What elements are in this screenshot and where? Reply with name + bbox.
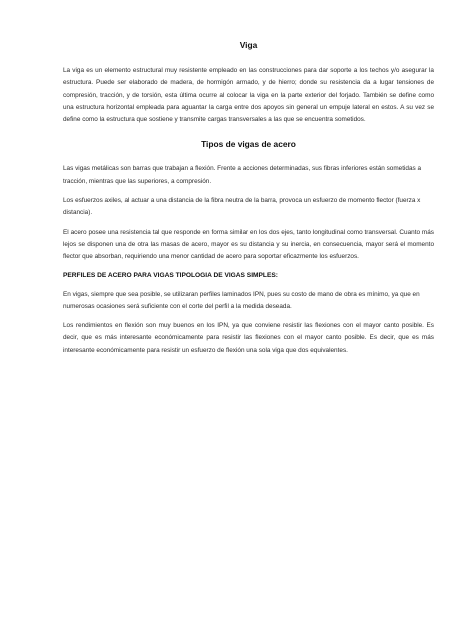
steel-paragraph-1: Las vigas metálicas son barras que trabajan a flexión. Frente a acciones determinadas, sus fibras inferiores están sometidas a tracción, mientras que las superiores, a compresión. — [63, 165, 422, 185]
profile-paragraph-1: En vigas, siempre que sea posible, se utilizaran perfiles laminados IPN, pues su costo de mano de obra es mínimo, ya que en numerosas ocasiones será suficiente con el corte del perfil a la medida deseada. — [63, 290, 420, 310]
section-title-steel-beams: Tipos de vigas de acero — [201, 139, 296, 150]
document-title: Viga — [239, 40, 258, 50]
profile-paragraph-2: Los rendimientos en flexión son muy buenos en los IPN, ya que conviene resistir las flexiones con el mayor canto posible. Es decir, que es más interesante económicamente para resistir las flexiones con el mayor canto posible. Es decir, que es más interesante económicamente para resistir un esfuerzo de flexión una sola viga que dos equivalentes. — [63, 322, 434, 354]
steel-paragraph-2: Los esfuerzos axiles, al actuar a una distancia de la fibra neutra de la barra, provoca un esfuerzo de momento flector (fuerza x distancia). — [63, 197, 421, 217]
intro-paragraph: La viga es un elemento estructural muy resistente empleado en las construcciones para dar soporte a los techos y/o asegurar la estructura. Puede ser elaborado de madera, de hormigón armado, y de hierro; donde su resistencia da a lugar tensiones de compresión, tracción, y de torsión, esta última ocurre al colocar la viga en la parte exterior del forjado. También se define como una estructura horizontal empleada para aguantar la carga entre dos apoyos sin general un empuje lateral en estos. A su vez se define como la estructura que sostiene y transmite cargas transversales a las que se encuentra sometidos. — [63, 67, 434, 124]
steel-paragraph-3: El acero posee una resistencia tal que responde en forma similar en los dos ejes, tanto longitudinal como transversal. Cuanto más lejos se disponen una de otra las masas de acero, mayor es su distancia y su inercia, en consecuencia, mayor será el momento flector que absorban, requiriendo una menor cantidad de acero para soportar eficazmente los esfuerzos. — [63, 228, 434, 261]
section-heading-profiles: PERFILES DE ACERO PARA VIGAS TIPOLOGIA DE VIGAS SIMPLES: — [63, 271, 278, 279]
